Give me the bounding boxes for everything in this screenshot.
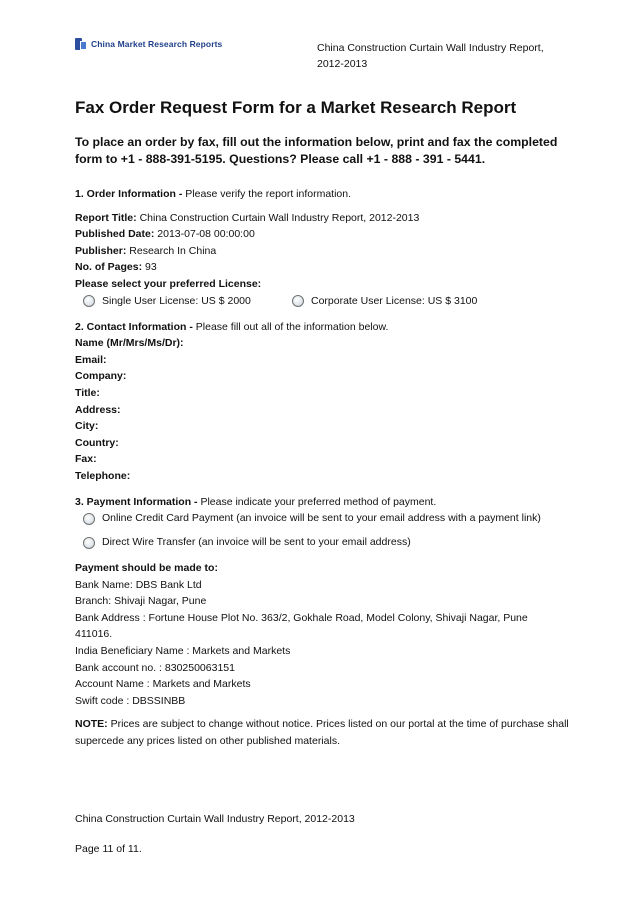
- payment-info-title: 3. Payment Information -: [75, 495, 198, 508]
- order-info-title: 1. Order Information -: [75, 188, 183, 200]
- license-corporate-radio[interactable]: [292, 295, 304, 307]
- country-field-label: Country:: [75, 436, 119, 449]
- form-content: [75, 186, 570, 750]
- report-title-row: [75, 210, 570, 227]
- footer-page-number: Page 11 of 11.: [75, 843, 142, 855]
- logo: [75, 38, 222, 50]
- swift-code: Swift code : DBSSINBB: [75, 694, 186, 707]
- publisher-label: Publisher:: [75, 244, 127, 257]
- license-label: Please select your preferred License:: [75, 277, 262, 290]
- telephone-field-label: Telephone:: [75, 469, 131, 482]
- bank-name: Bank Name: DBS Bank Ltd: [75, 578, 202, 591]
- payment-wire-label: Direct Wire Transfer (an invoice will be sent to your email address): [102, 536, 411, 549]
- bank-address: Bank Address : Fortune House Plot No. 363/2, Gokhale Road, Model Colony, Shivaji Nagar, Pune 411016.: [75, 611, 528, 641]
- company-field-label: Company:: [75, 370, 127, 383]
- note-text: Prices are subject to change without notice. Prices listed on our portal at the time of purchase shall supercede any prices listed on other published materials.: [75, 718, 569, 748]
- license-single-label: Single User License: US $ 2000: [102, 294, 251, 307]
- contact-info-title: 2. Contact Information -: [75, 320, 193, 333]
- publisher-value: Research In China: [129, 244, 217, 257]
- fax-field-label: Fax:: [75, 453, 97, 466]
- bank-account-number: Bank account no. : 830250063151: [75, 661, 235, 674]
- pages-value: 93: [145, 261, 157, 274]
- email-field-label: Email:: [75, 353, 107, 366]
- address-field-label: Address:: [75, 403, 121, 416]
- license-corporate-label: Corporate User License: US $ 3100: [311, 294, 478, 307]
- payment-credit-label: Online Credit Card Payment (an invoice will be sent to your email address with a payment link): [102, 512, 541, 525]
- header-report-title: China Construction Curtain Wall Industry Report, 2012-2013: [317, 42, 544, 70]
- intro-text: To place an order by fax, fill out the information below, print and fax the completed form to +1 - 888-391-5195. Questions? Please call +1 - 888 - 391 - 5441.: [75, 135, 558, 166]
- license-corporate-option[interactable]: [292, 293, 477, 310]
- logo-text: China Market Research Reports: [91, 39, 223, 49]
- note-label: NOTE:: [75, 718, 108, 731]
- note: [75, 716, 570, 749]
- published-date-row: [75, 226, 570, 243]
- footer-report-title: China Construction Curtain Wall Industry Report, 2012-2013: [75, 813, 355, 825]
- pages-row: [75, 259, 570, 276]
- payment-credit-radio[interactable]: [83, 513, 95, 525]
- payment-info-instruction: Please indicate your preferred method of payment.: [200, 495, 437, 508]
- report-title-label: Report Title:: [75, 211, 137, 224]
- publisher-row: [75, 243, 570, 260]
- contact-info-heading: [75, 319, 570, 336]
- bank-branch: Branch: Shivaji Nagar, Pune: [75, 595, 207, 608]
- payment-wire-option[interactable]: [83, 534, 570, 551]
- order-info-heading: [75, 186, 570, 203]
- license-options: [75, 293, 570, 310]
- license-single-option[interactable]: [83, 293, 292, 310]
- account-name: Account Name : Markets and Markets: [75, 678, 251, 691]
- payable-label: Payment should be made to:: [75, 562, 218, 575]
- payment-info-heading: [75, 494, 570, 511]
- pages-label: No. of Pages:: [75, 261, 143, 274]
- payment-credit-option[interactable]: [83, 510, 570, 527]
- contact-info-instruction: Please fill out all of the information below.: [195, 320, 389, 333]
- order-info-instruction: Please verify the report information.: [185, 188, 352, 200]
- page-title: Fax Order Request Form for a Market Research Report: [75, 98, 517, 117]
- report-title-value: China Construction Curtain Wall Industry Report, 2012-2013: [139, 211, 420, 224]
- beneficiary-name: India Beneficiary Name : Markets and Markets: [75, 645, 291, 658]
- published-date-value: 2013-07-08 00:00:00: [157, 228, 255, 241]
- payment-wire-radio[interactable]: [83, 537, 95, 549]
- license-single-radio[interactable]: [83, 295, 95, 307]
- city-field-label: City:: [75, 420, 99, 433]
- name-field-label: Name (Mr/Mrs/Ms/Dr):: [75, 337, 184, 350]
- published-date-label: Published Date:: [75, 228, 155, 241]
- logo-icon: [75, 38, 87, 50]
- title-field-label: Title:: [75, 386, 100, 399]
